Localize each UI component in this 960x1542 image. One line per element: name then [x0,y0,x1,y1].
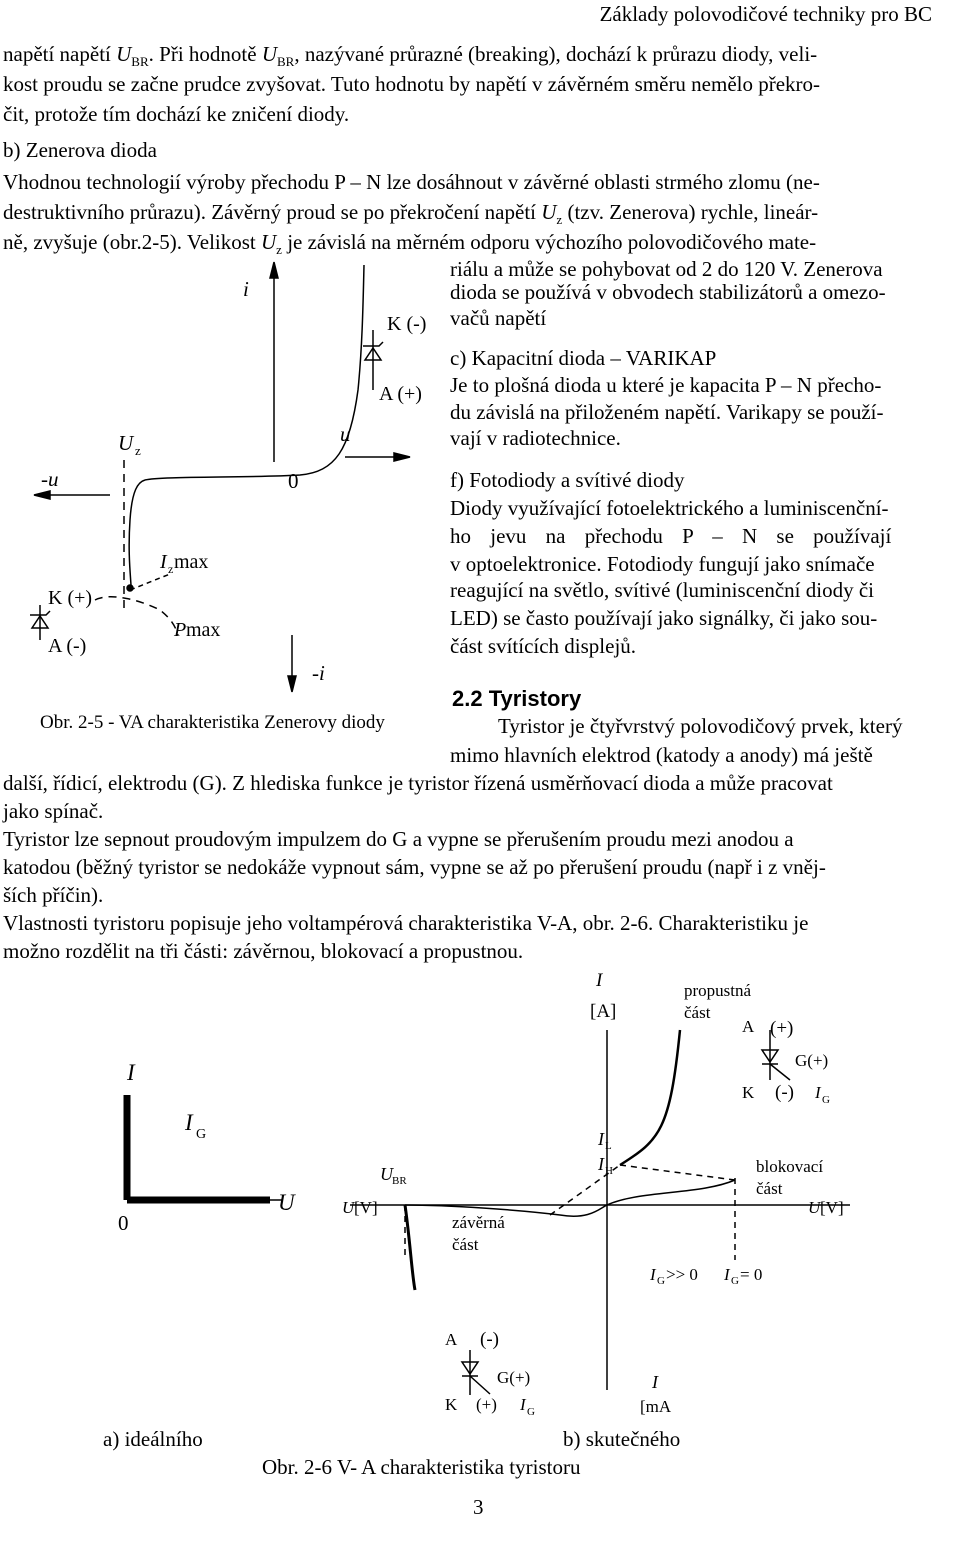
paragraph-line: Tyristor je čtyřvrstvý polovodičový prvek, který [498,714,903,738]
anode-plus: (+) [770,1018,794,1039]
ig-high-label: I [650,1265,656,1284]
p-max-text: max [186,619,221,641]
ima-unit: [mA [640,1397,672,1416]
uv-left-label: U [342,1198,355,1217]
zaverna-label: závěrná [452,1213,505,1232]
il-sub: L [605,1140,612,1152]
anode2-minus: (-) [480,1329,499,1350]
ideal-origin: 0 [118,1211,129,1235]
paragraph-line: ších příčin). [3,883,104,907]
paragraph-line: část svítících displejů. [450,634,637,658]
k-minus-label: K (-) [387,313,427,335]
cathode2-plus: (+) [476,1395,497,1414]
cathode2-label: K [445,1395,458,1414]
paragraph-line: Vlastnosti tyristoru popisuje jeho voltampérová charakteristika V-A, obr. 2-6. Charakteristiku je [3,911,809,935]
minus-u-arrow [34,491,50,499]
switching-dashed [550,1165,620,1215]
ig3-sub: G [527,1406,535,1418]
minus-i-arrow [288,676,296,692]
u-axis-label: u [340,422,351,446]
zaverna-cast: část [452,1235,479,1254]
real-I-label: I [596,970,603,991]
iz-max-label: I [160,551,167,573]
a-plus-label: A (+) [379,383,422,405]
paragraph-line: další, řídicí, elektrodu (G). Z hlediska funkce je tyristor řízená usměrňovací dioda a může pracovat [3,771,833,795]
section-heading-tyristory: 2.2 Tyristory [452,686,582,711]
paragraph-line: LED) se často používají jako signálky, či jako sou- [450,606,878,630]
ig-high-sub: G [657,1275,665,1287]
forward-curve [620,1030,680,1165]
zener-triangle [365,348,381,360]
paragraph-line: Diody využívající fotoelektrického a luminiscenční- [450,496,889,520]
paragraph-line: mimo hlavních elektrod (katody a anody) má ještě [450,743,873,767]
zener-triangle-2 [32,616,48,628]
figure-caption-2-5: Obr. 2-5 - VA charakteristika Zenerovy diody [40,712,385,733]
zener-bar [363,342,383,346]
paragraph-line: čit, protože tím dochází ke zničení diody. [3,102,350,126]
pmax-dashed [95,597,178,635]
iz-max-text: max [174,551,209,573]
cathode-minus: (-) [775,1082,794,1103]
forward-curve [145,265,364,480]
reverse-breakdown [405,1205,415,1290]
paragraph-line: dioda se používá v obvodech stabilizátorů a omezo- [450,280,886,304]
section-heading-zener: b) Zenerova dioda [3,138,157,162]
ig-sub: G [822,1094,830,1106]
ubr-sub: BR [392,1175,407,1187]
running-header: Základy polovodičové techniky pro BC [599,2,932,26]
paragraph-line: destruktivního průrazu). Závěrný proud se po překročení napětí $U_z$ (tzv. Zenerova) rychle, lineár- [3,200,819,228]
paragraph-line: jako spínač. [3,799,104,823]
paragraph-line: v optoelektronice. Fotodiody fungují jako snímače [450,552,875,576]
paragraph-line: možno rozdělit na tři části: závěrnou, blokovací a propustnou. [3,939,524,963]
section-heading-fotodiody: f) Fotodiody a svítivé diody [450,468,685,492]
thy-gate-1 [770,1064,790,1080]
u-axis-arrow [394,453,410,461]
ih-dashed [620,1165,735,1180]
i-axis-label: i [243,277,249,301]
paragraph-line: Je to plošná dioda u které je kapacita P – N přecho- [450,373,882,397]
paragraph-line: ho jevu na přechodu P – N se používají [450,524,892,548]
blokovaci-cast: část [756,1179,783,1198]
paragraph-line: katodou (běžný tyristor se nedokáže vypnout sám, vypne se až po přerušení proudu (např i z vněj- [3,855,826,879]
ideal-I-label: I [127,1060,135,1085]
paragraph-line: reagující na světlo, svítivé (luminiscenční diody či [450,578,874,602]
ideal-IG-sub: G [196,1127,207,1142]
origin-label: 0 [288,469,299,493]
paragraph-line: vají v radiotechnice. [450,426,621,450]
paragraph-line: ně, zvyšuje (obr.2-5). Velikost $U_z$ je závislá na měrném odporu výchozího polovodičového mate- [3,230,817,258]
paragraph-line: vačů napětí [450,306,547,330]
blocking-curve [405,1180,735,1216]
ig-zero-sub: G [731,1275,739,1287]
ima-label: I [652,1372,658,1392]
real-I-unit: [A] [590,1001,617,1022]
uz-sub: z [135,443,141,458]
uv-left-unit: [V] [354,1198,378,1217]
paragraph-line: Tyristor lze sepnout proudovým impulzem do G a vypne se přerušením proudu mezi anodou a [3,827,794,851]
p-max-label: P [174,619,187,641]
anode2-label: A [445,1330,458,1349]
paragraph-line: napětí napětí $U_{BR}$. Při hodnotě $U_{BR}$, nazývané průrazné (breaking), dochází k průrazu diody, veli- [3,42,818,70]
uz-label: U [118,431,134,455]
paragraph-line: du závislá na přiloženém napětí. Varikapy se použí- [450,400,884,424]
k-plus-label: K (+) [48,587,93,609]
paragraph-line: riálu a může se pohybovat od 2 do 120 V. Zenerova [450,257,883,281]
ig-high-text: >> 0 [666,1265,698,1284]
propustna-label: propustná [684,981,752,1000]
minus-i-label: -i [312,661,325,685]
figure-caption-2-6: Obr. 2-6 V- A charakteristika tyristoru [262,1455,581,1479]
section-heading-varikap: c) Kapacitní dioda – VARIKAP [450,346,717,370]
blokovaci-label: blokovací [756,1157,824,1176]
ig-zero-text: = 0 [740,1265,763,1284]
anode-label: A [742,1017,755,1036]
ig-zero-label: I [724,1265,730,1284]
zener-breakdown [129,480,145,585]
gate-plus: G(+) [795,1051,829,1070]
ih-label: I [598,1154,604,1174]
izmax-dashed [130,574,170,590]
page-number: 3 [473,1495,484,1519]
iz-sub: z [168,562,174,576]
thy-triangle-2 [462,1362,478,1374]
ubr-label: U [380,1164,393,1184]
ig-label: I [815,1083,821,1102]
izmax-point [127,585,133,591]
paragraph-line: Vhodnou technologií výroby přechodu P – N lze dosáhnout v závěrné oblasti strmého zlomu (ne- [3,170,820,194]
ig3-label: I [520,1395,526,1414]
ideal-U-label: U [278,1190,295,1215]
thy-gate-2 [470,1376,490,1394]
label-real: b) skutečného [563,1427,681,1451]
minus-u-label: -u [41,467,59,491]
label-ideal: a) ideálního [103,1427,203,1451]
ih-sub: H [605,1165,613,1177]
thy-triangle-1 [762,1050,778,1062]
zener-bar-2 [30,611,50,615]
ideal-IG-label: I [185,1110,193,1135]
cathode-label: K [742,1083,755,1102]
uv-right-label: U [808,1198,821,1217]
gate2-plus: G(+) [497,1368,531,1387]
uv-right-unit: [V] [820,1198,844,1217]
a-minus-label: A (-) [48,635,87,657]
paragraph-line: kost proudu se začne prudce zvyšovat. Tuto hodnotu by napětí v závěrném směru nemělo překro- [3,72,821,96]
propustna-cast: část [684,1003,711,1022]
il-label: I [598,1129,604,1149]
i-axis-arrow [270,262,278,278]
